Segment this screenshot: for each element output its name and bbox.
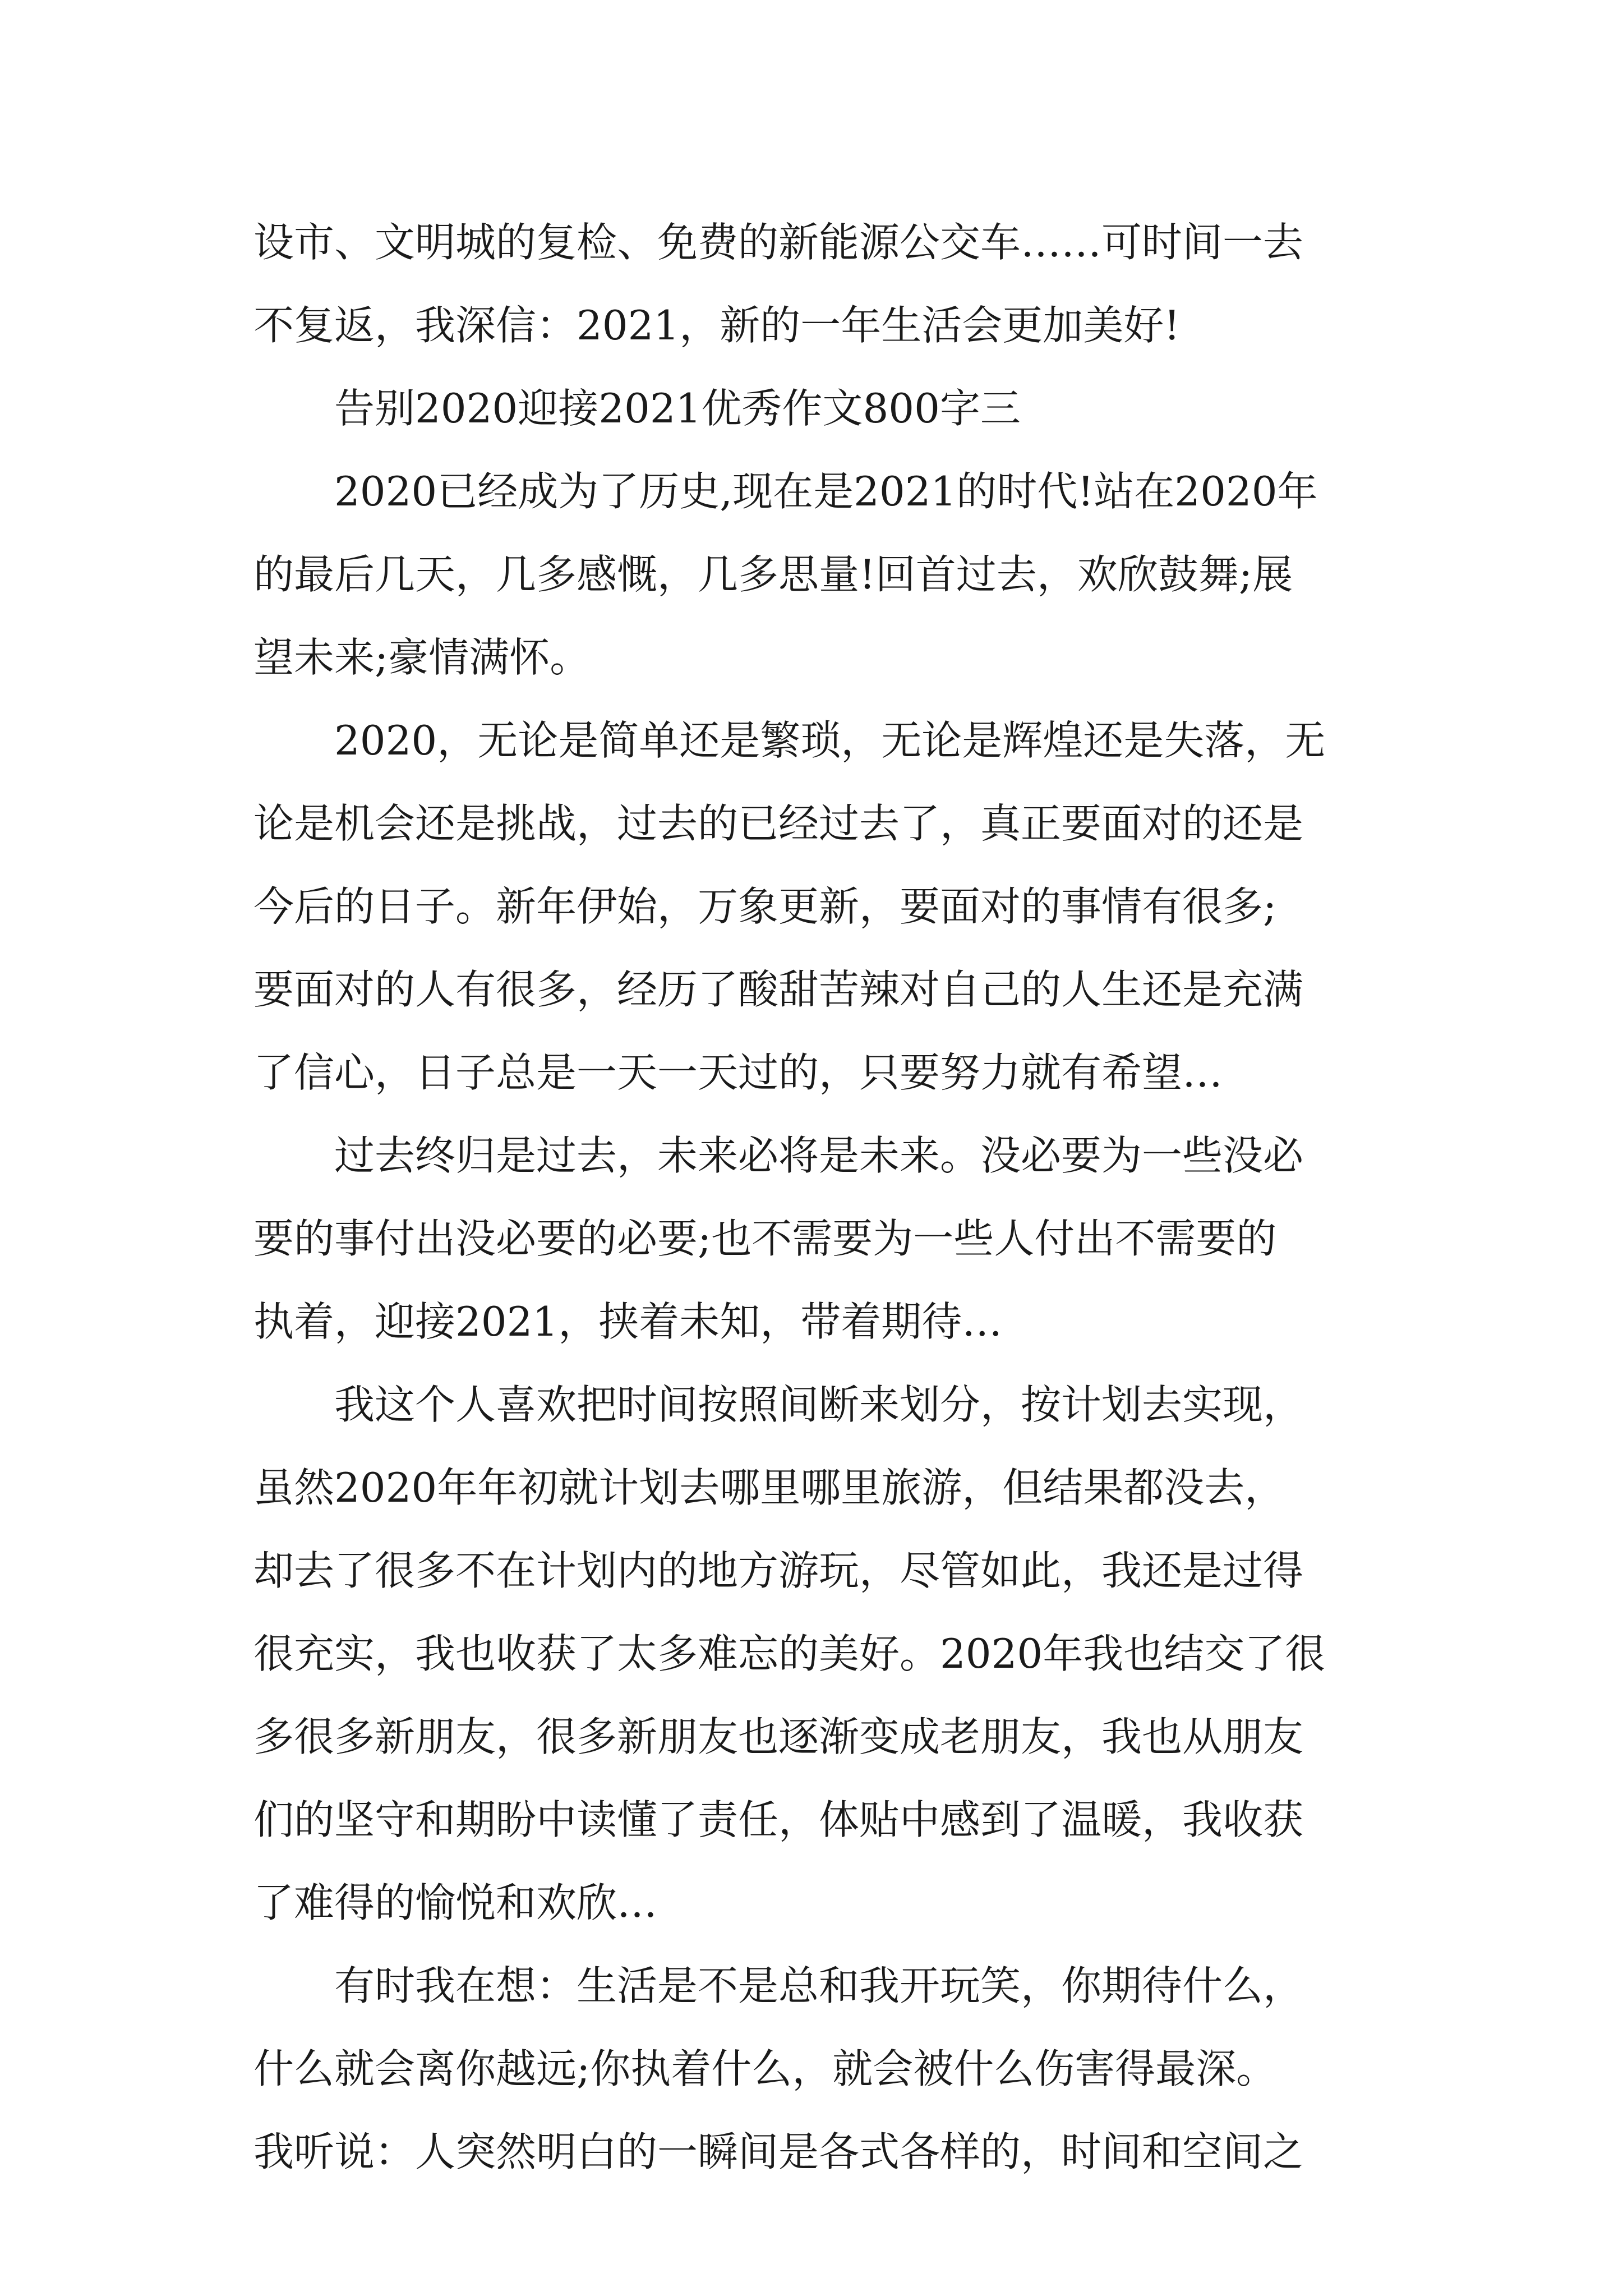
text-line: 虽然2020年年初就计划去哪里哪里旅游，但结果都没去，	[253, 1464, 1285, 1511]
text-line: 过去终归是过去，未来必将是未来。没必要为一些没必	[334, 1132, 1304, 1179]
text-line: 了信心，日子总是一天一天过的，只要努力就有希望…	[253, 1049, 1223, 1096]
text-line: 要的事付出没必要的必要;也不需要为一些人付出不需要的	[253, 1215, 1277, 1262]
text-line: 2020，无论是简单还是繁琐，无论是辉煌还是失落，无	[334, 717, 1326, 764]
text-line: 要面对的人有很多，经历了酸甜苦辣对自己的人生还是充满	[253, 966, 1304, 1013]
text-line: 设市、文明城的复检、免费的新能源公交车……可时间一去	[253, 219, 1304, 266]
text-line: 很充实，我也收获了太多难忘的美好。2020年我也结交了很	[253, 1630, 1326, 1677]
text-line: 不复返，我深信：2021，新的一年生活会更加美好!	[253, 302, 1181, 349]
text-line: 的最后几天，几多感慨，几多思量!回首过去，欢欣鼓舞;展	[253, 551, 1293, 598]
text-line: 望未来;豪情满怀。	[253, 634, 591, 681]
text-line: 论是机会还是挑战，过去的已经过去了，真正要面对的还是	[253, 800, 1304, 847]
document-body	[253, 201, 1386, 2193]
text-line: 了难得的愉悦和欢欣…	[253, 1879, 658, 1926]
section-heading: 告别2020迎接2021优秀作文800字三	[334, 385, 1021, 432]
text-line: 什么就会离你越远;你执着什么，就会被什么伤害得最深。	[253, 2045, 1277, 2092]
text-line: 们的坚守和期盼中读懂了责任，体贴中感到了温暖，我收获	[253, 1796, 1304, 1843]
text-line: 2020已经成为了历史,现在是2021的时代!站在2020年	[334, 468, 1318, 515]
text-line: 执着，迎接2021，挟着未知，带着期待…	[253, 1298, 1003, 1345]
text-line: 有时我在想：生活是不是总和我开玩笑，你期待什么，	[334, 1962, 1304, 2009]
text-line: 多很多新朋友，很多新朋友也逐渐变成老朋友，我也从朋友	[253, 1713, 1304, 1760]
text-line: 今后的日子。新年伊始，万象更新，要面对的事情有很多;	[253, 883, 1277, 930]
text-line: 却去了很多不在计划内的地方游玩，尽管如此，我还是过得	[253, 1547, 1304, 1594]
text-line: 我听说：人突然明白的一瞬间是各式各样的，时间和空间之	[253, 2128, 1304, 2175]
text-line: 我这个人喜欢把时间按照间断来划分，按计划去实现，	[334, 1381, 1304, 1428]
